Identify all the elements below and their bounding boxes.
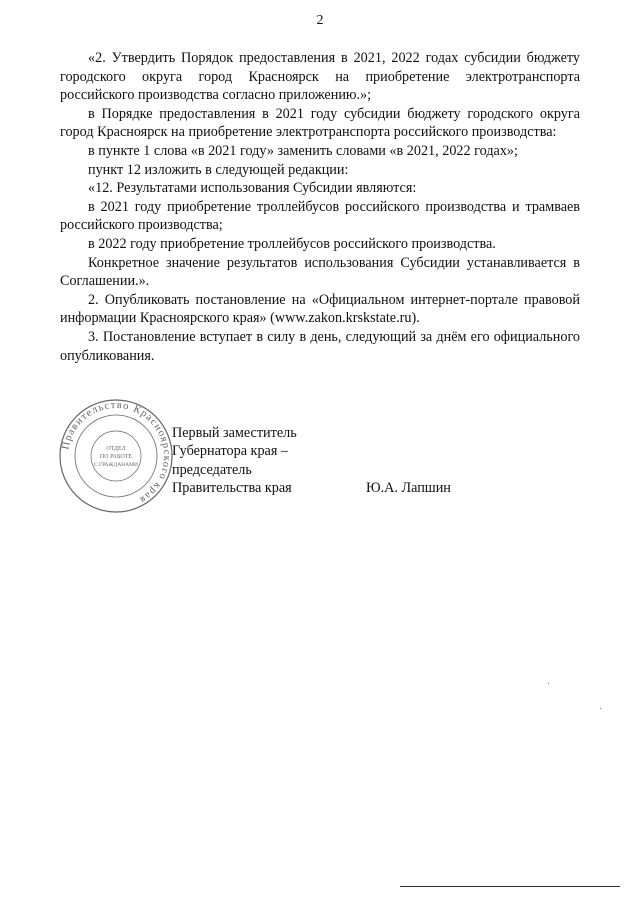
paragraph-9: 2. Опубликовать постановление на «Официальном интернет-портале правовой информации Красноярского края» (www.zakon.krskstate.ru). <box>60 291 580 327</box>
scan-speck <box>548 683 549 684</box>
paragraph-7: в 2022 году приобретение троллейбусов российского производства. <box>88 235 496 252</box>
footer-rule <box>400 886 620 887</box>
page-number: 2 <box>316 13 324 28</box>
official-seal-stamp <box>58 398 174 514</box>
paragraph-4: пункт 12 изложить в следующей редакции: <box>88 161 349 178</box>
paragraph-8: Конкретное значение результатов использования Субсидии устанавливается в Соглашении.». <box>60 254 580 290</box>
scan-speck <box>600 708 601 709</box>
signatory-name: Ю.А. Лапшин <box>366 480 451 496</box>
paragraph-10: 3. Постановление вступает в силу в день, следующий за днём его официального опубликования. <box>60 328 580 364</box>
paragraph-2: в Порядке предоставления в 2021 году субсидии бюджету городского округа город Красноярск на приобретение электротранспорта российского производства: <box>60 105 580 141</box>
seal-center-line-3: С ГРАЖДАНАМИ <box>93 462 139 468</box>
signatory-title-line-4: Правительства края <box>172 480 292 497</box>
paragraph-1: «2. Утвердить Порядок предоставления в 2021, 2022 годах субсидии бюджету городского округа город Красноярск на приобретение электротранспорта российского производства согласно приложению.»; <box>60 50 580 104</box>
signatory-title-line-3: председатель <box>172 461 252 478</box>
seal-center-line-2: ПО РАБОТЕ <box>99 454 133 460</box>
paragraph-6: в 2021 году приобретение троллейбусов российского производства и трамваев российского производства; <box>60 198 580 234</box>
document-body <box>60 49 580 365</box>
seal-outer-text: Правительство Красноярского края <box>60 399 173 506</box>
signatory-title-line-2: Губернатора края – <box>172 443 289 460</box>
paragraph-5: «12. Результатами использования Субсидии являются: <box>88 180 417 197</box>
signatory-title-line-1: Первый заместитель <box>172 425 297 441</box>
signature-block <box>172 424 552 498</box>
paragraph-3: в пункте 1 слова «в 2021 году» заменить словами «в 2021, 2022 годах»; <box>88 142 518 159</box>
seal-center-line-1: ОТДЕЛ <box>106 446 126 452</box>
